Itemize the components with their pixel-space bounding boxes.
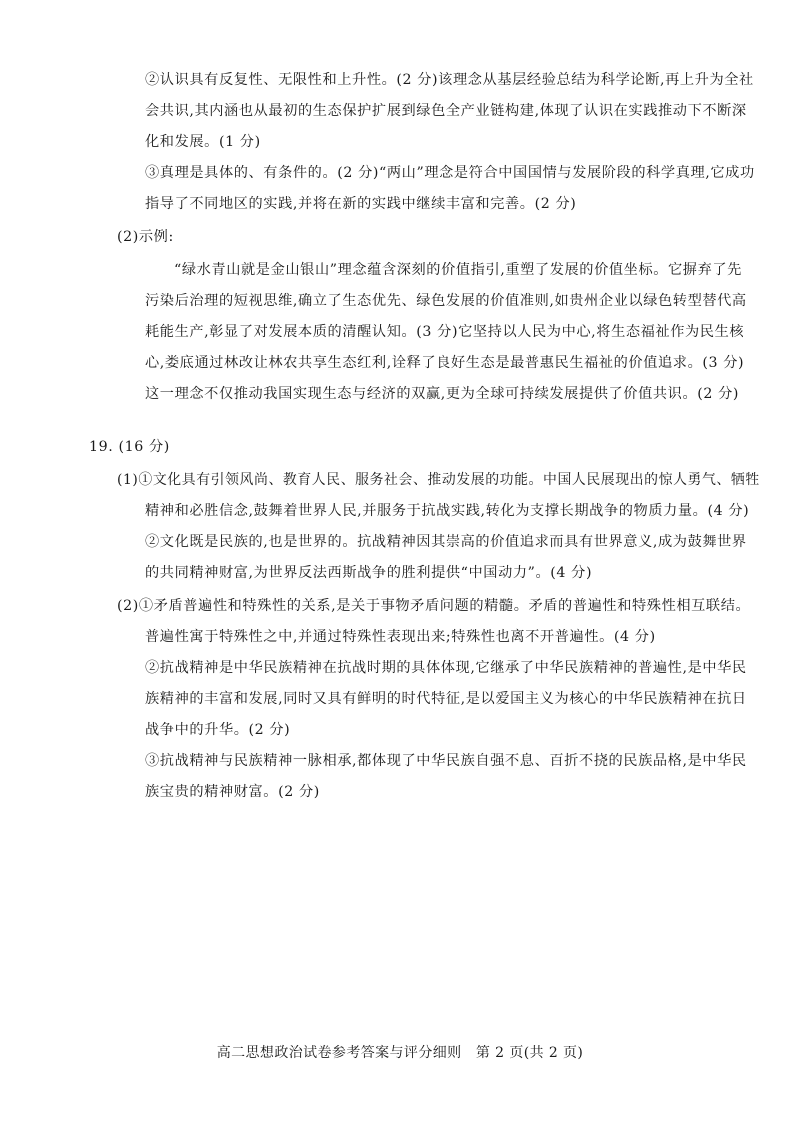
- example-paragraph-line: 这一理念不仅推动我国实现生态与经济的双赢,更为全球可持续发展提供了价值共识。(2 分): [145, 386, 740, 402]
- answer-line: 族宝贵的精神财富。(2 分): [145, 784, 320, 800]
- example-paragraph-line: 污染后治理的短视思维,确立了生态优先、绿色发展的价值准则,如贵州企业以绿色转型替代高: [145, 293, 747, 309]
- answer-line: ③抗战精神与民族精神一脉相承,都体现了中华民族自强不息、百折不挠的民族品格,是中华民: [145, 753, 747, 769]
- answer-line: (1)①文化具有引领风尚、教育人民、服务社会、推动发展的功能。中国人民展现出的惊人勇气、牺牲: [117, 472, 760, 488]
- answer-line: 族精神的丰富和发展,同时又具有鲜明的时代特征,是以爱国主义为核心的中华民族精神在抗日: [145, 691, 747, 707]
- example-paragraph-line: 耗能生产,彰显了对发展本质的清醒认知。(3 分)它坚持以人民为中心,将生态福祉作为民生核: [145, 324, 745, 340]
- answer-line: 普遍性寓于特殊性之中,并通过特殊性表现出来;特殊性也离不开普遍性。(4 分): [145, 629, 656, 645]
- answer-line: ②抗战精神是中华民族精神在抗战时期的具体体现,它继承了中华民族精神的普遍性,是中华民: [145, 660, 747, 676]
- answer-line: 会共识,其内涵也从最初的生态保护扩展到绿色全产业链构建,体现了认识在实践推动下不断深: [145, 103, 747, 119]
- answer-line: 化和发展。(1 分): [145, 134, 261, 150]
- answer-line: 战争中的升华。(2 分): [145, 722, 291, 738]
- answer-line: (2)①矛盾普遍性和特殊性的关系,是关于事物矛盾问题的精髓。矛盾的普遍性和特殊性相互联结。: [117, 598, 751, 614]
- answer-line: 的共同精神财富,为世界反法西斯战争的胜利提供“中国动力”。(4 分): [145, 565, 593, 581]
- answer-line: ②文化既是民族的,也是世界的。抗战精神因其崇高的价值追求而具有世界意义,成为鼓舞世界: [145, 534, 747, 550]
- page-footer: 高二思想政治试卷参考答案与评分细则 第 2 页(共 2 页): [216, 1045, 584, 1061]
- example-paragraph-line: 心,娄底通过林改让林农共享生态红利,诠释了良好生态是最普惠民生福祉的价值追求。(3 分): [145, 355, 745, 371]
- sub-question-label: (2)示例:: [117, 229, 174, 245]
- answer-line: 精神和必胜信念,鼓舞着世界人民,并服务于抗战实践,转化为支撑长期战争的物质力量。(4 分): [145, 503, 750, 519]
- question-heading: 19. (16 分): [89, 439, 170, 455]
- answer-line: 指导了不同地区的实践,并将在新的实践中继续丰富和完善。(2 分): [145, 196, 577, 212]
- example-paragraph-line: “绿水青山就是金山银山”理念蕴含深刻的价值指引,重塑了发展的价值坐标。它摒弃了先: [174, 262, 742, 278]
- answer-line: ②认识具有反复性、无限性和上升性。(2 分)该理念从基层经验总结为科学论断,再上升为全社: [145, 72, 754, 88]
- answer-line: ③真理是具体的、有条件的。(2 分)“两山”理念是符合中国国情与发展阶段的科学真理,它成功: [145, 165, 755, 181]
